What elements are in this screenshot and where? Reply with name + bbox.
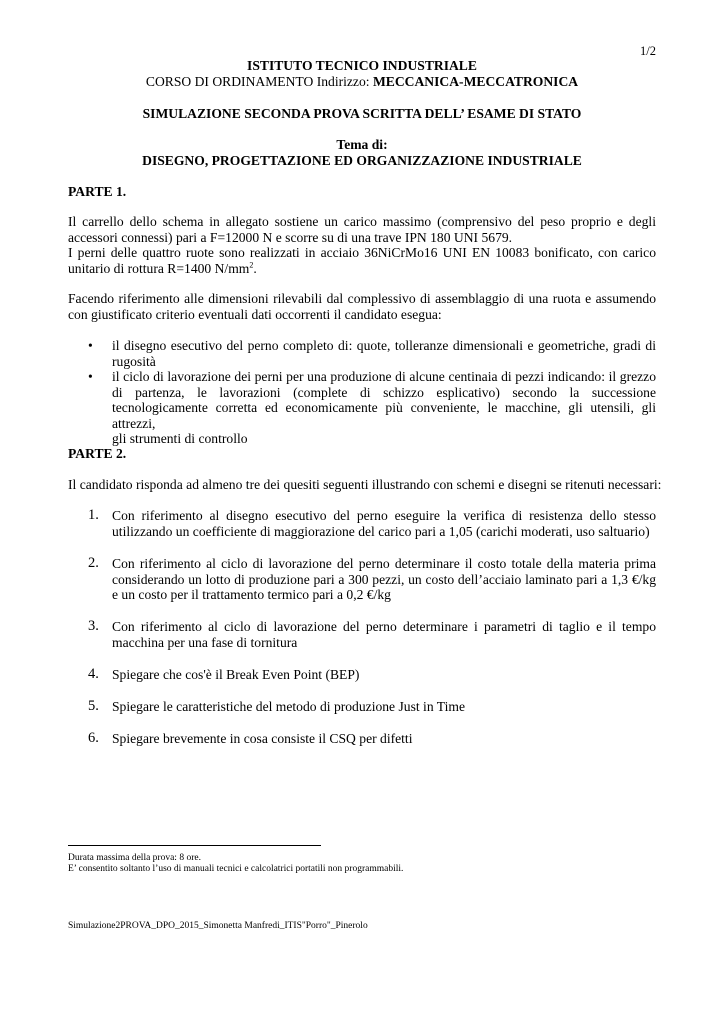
page-number: 1/2 [640, 44, 656, 58]
text-line: accessori connessi) pari a F=12000 N e scorre su di una trave IPN 180 UNI 5679. [68, 229, 513, 245]
part1-bullet-list [88, 338, 656, 447]
question-6 [88, 731, 656, 747]
text-line: con giustificato criterio eventuali dati occorrenti il candidato esegua: [68, 306, 442, 322]
text-line: Il carrello dello schema in allegato sostiene un carico massimo (comprensivo del peso proprio e degli [68, 214, 656, 229]
list-item [88, 699, 656, 715]
part1-paragraph-1 [68, 214, 656, 276]
text-line: I perni delle quattro ruote sono realizzati in acciaio 36NiCrMo16 UNI EN 10083 bonificato, con carico [68, 245, 656, 260]
footnote-duration: Durata massima della prova: 8 ore. [68, 853, 201, 863]
theme-label: Tema di: [336, 137, 388, 152]
text-line: il disegno esecutivo del perno completo di: quote, tolleranze dimensionali e geometriche, gradi di [112, 338, 656, 353]
text-line: di partenza, le lavorazioni (complete di schizzo esplicativo) secondo la successione [112, 384, 656, 400]
text-line: macchina per una fase di tornitura [112, 634, 298, 650]
list-item [88, 619, 656, 650]
institute-name: ISTITUTO TECNICO INDUSTRIALE [247, 58, 477, 73]
text-line: Spiegare brevemente in cosa consiste il CSQ per difetti [112, 731, 413, 746]
question-number: 1. [88, 507, 99, 523]
list-item [88, 508, 656, 539]
text-line: tecnologicamente corretta ed economicamente più conveniente, le macchine, gli utensili, gli attrezzi, [112, 400, 656, 431]
question-1 [88, 508, 656, 539]
question-number: 6. [88, 730, 99, 746]
course-prefix: CORSO DI ORDINAMENTO Indirizzo: [145, 74, 373, 89]
text-line: gli strumenti di controllo [112, 431, 248, 446]
question-number: 5. [88, 698, 99, 714]
text-line: utilizzando un coefficiente di maggiorazione del carico pari a 1,05 (carichi moderati, uso saltuario) [112, 523, 650, 539]
text-line: Con riferimento al disegno esecutivo del perno eseguire la verifica di resistenza dello stesso [112, 508, 656, 523]
bullet-icon: • [88, 338, 93, 353]
theme-subject: DISEGNO, PROGETTAZIONE ED ORGANIZZAZIONE INDUSTRIALE [142, 153, 582, 168]
text-line: rugosità [112, 353, 156, 369]
list-item [88, 667, 656, 683]
list-item [88, 556, 656, 603]
text-line: Con riferimento al ciclo di lavorazione del perno determinare i parametri di taglio e il tempo [112, 619, 656, 634]
list-item [88, 731, 656, 747]
exam-title: SIMULAZIONE SECONDA PROVA SCRITTA DELL’ ESAME DI STATO [142, 106, 582, 121]
question-2 [88, 556, 656, 603]
question-5 [88, 699, 656, 715]
text-span: . [253, 260, 257, 276]
question-number: 3. [88, 618, 99, 634]
list-item [88, 338, 656, 369]
course-line [68, 74, 656, 90]
part1-paragraph-2 [68, 291, 656, 322]
text-line: Spiegare che cos'è il Break Even Point (BEP) [112, 667, 360, 682]
superscript: 2 [249, 259, 254, 269]
part2-heading: PARTE 2. [68, 446, 127, 461]
footnote-divider [68, 845, 321, 846]
text-line: considerando un lotto di produzione pari a 300 pezzi, un costo dell’acciaio laminato pari a 1,3 €/kg [112, 571, 656, 587]
question-4 [88, 667, 656, 683]
text-line: Con riferimento al ciclo di lavorazione del perno determinare il costo totale della materia prima [112, 556, 656, 571]
list-item [88, 369, 656, 447]
question-number: 2. [88, 555, 99, 571]
course-track: MECCANICA-MECCATRONICA [372, 74, 579, 89]
text-line: Spiegare le caratteristiche del metodo di produzione Just in Time [112, 699, 465, 714]
text-line: Facendo riferimento alle dimensioni rilevabili dal complessivo di assemblaggio di una ruota e assumendo [68, 291, 656, 306]
part1-heading: PARTE 1. [68, 184, 127, 199]
part2-intro: Il candidato risponda ad almeno tre dei quesiti seguenti illustrando con schemi e disegni se ritenuti necessari: [68, 477, 662, 492]
text-line [68, 261, 656, 277]
footnote-allowed: E’ consentito soltanto l’uso di manuali tecnici e calcolatrici portatili non programmabili. [68, 864, 404, 874]
page-footer: Simulazione2PROVA_DPO_2015_Simonetta Manfredi_ITIS"Porro"_Pinerolo [68, 921, 368, 931]
text-line: il ciclo di lavorazione dei perni per una produzione di alcune centinaia di pezzi indicando: il grezzo [112, 369, 656, 384]
text-line: e un costo per il trattamento termico pari a 0,2 €/kg [112, 587, 391, 602]
bullet-icon: • [88, 369, 93, 384]
question-3 [88, 619, 656, 650]
question-number: 4. [88, 666, 99, 682]
text-span: unitario di rottura R=1400 N/mm [68, 260, 250, 276]
